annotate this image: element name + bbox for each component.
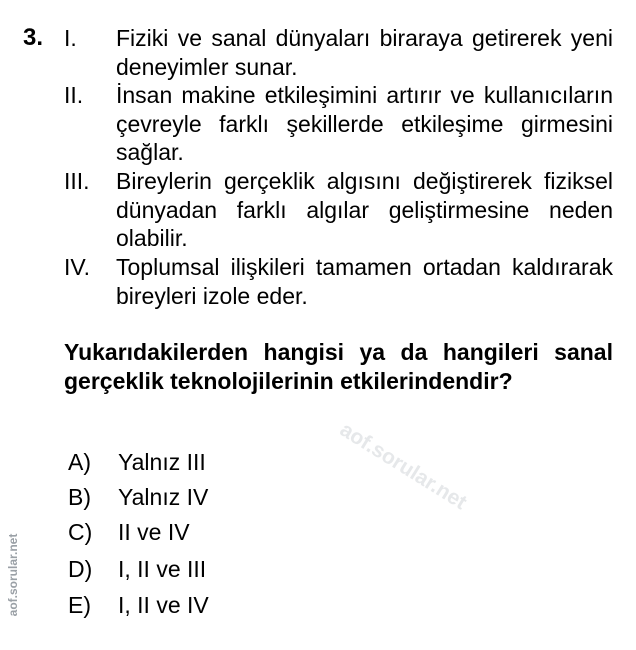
statement-item xyxy=(64,81,613,167)
option-letter: E) xyxy=(68,592,91,618)
statement-text: Bireylerin gerçeklik algısını değiştirerek fiziksel dünyadan farklı algılar geliştirmesine neden olabilir. xyxy=(116,168,613,251)
side-watermark: aof.sorular.net xyxy=(6,533,20,617)
statement-numeral: III. xyxy=(64,168,90,194)
statement-item xyxy=(64,253,613,310)
answer-option[interactable] xyxy=(68,518,190,546)
option-text: I, II ve IV xyxy=(118,592,209,618)
statement-numeral: IV. xyxy=(64,254,91,280)
option-letter: C) xyxy=(68,519,93,545)
statement-text: Toplumsal ilişkileri tamamen ortadan kaldırarak bireyleri izole eder. xyxy=(116,254,613,309)
answer-option[interactable] xyxy=(68,448,206,476)
option-letter: B) xyxy=(68,484,91,510)
question-number: 3. xyxy=(23,24,44,51)
statement-item xyxy=(64,24,613,81)
statement-numeral: I. xyxy=(64,25,77,51)
option-text: II ve IV xyxy=(118,519,190,545)
statement-text: İnsan makine etkileşimini artırır ve kullanıcıların çevreyle farklı şekillerde etkileşime girmesini sağlar. xyxy=(116,82,613,165)
option-text: I, II ve III xyxy=(118,556,207,582)
option-text: Yalnız III xyxy=(118,449,206,475)
option-letter: A) xyxy=(68,449,91,475)
statement-numeral: II. xyxy=(64,82,84,108)
statement-text: Fiziki ve sanal dünyaları biraraya getirerek yeni deneyimler sunar. xyxy=(116,25,613,80)
statement-item xyxy=(64,167,613,253)
diagonal-watermark: aof.sorular.net xyxy=(335,418,471,515)
option-letter: D) xyxy=(68,556,93,582)
option-text: Yalnız IV xyxy=(118,484,209,510)
answer-option[interactable] xyxy=(68,555,206,583)
answer-option[interactable] xyxy=(68,483,208,511)
question-prompt: Yukarıdakilerden hangisi ya da hangileri sanal gerçeklik teknolojilerinin etkilerindendir? xyxy=(64,339,613,394)
answer-option[interactable] xyxy=(68,591,209,619)
